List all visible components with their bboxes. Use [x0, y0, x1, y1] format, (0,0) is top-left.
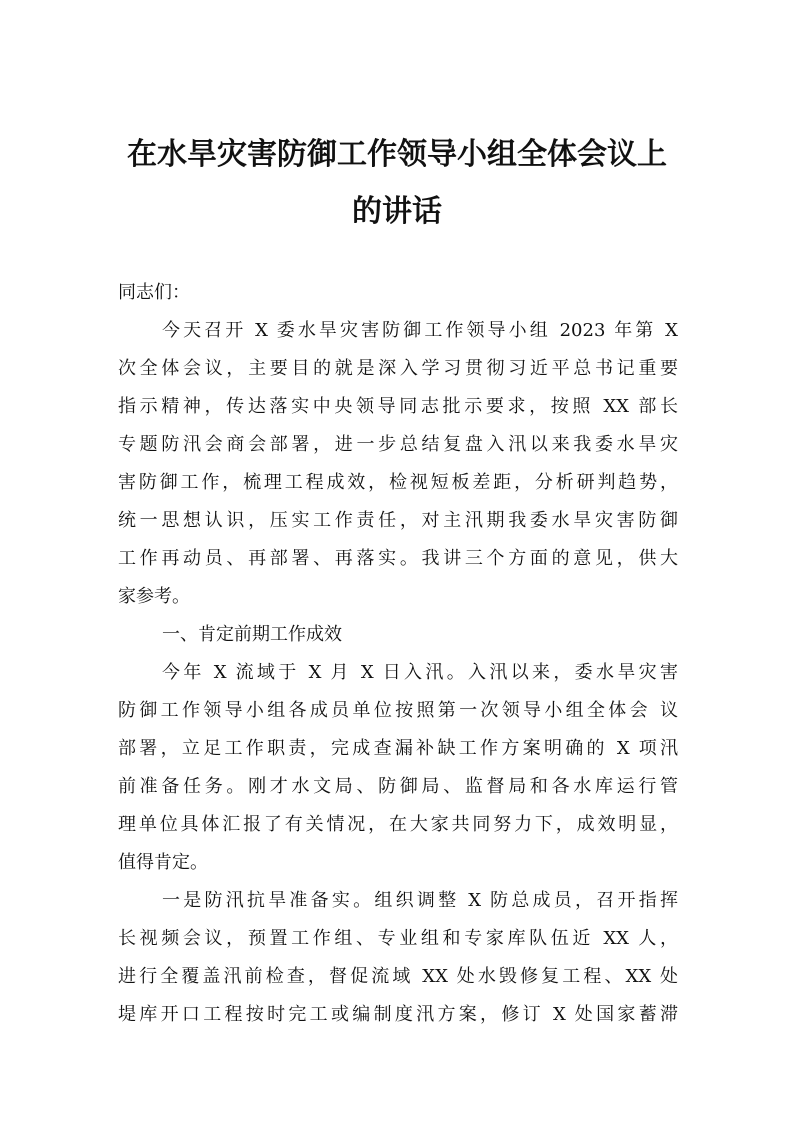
paragraph-line: 家参考。 [118, 586, 190, 607]
paragraph-line: 部署，立足工作职责，完成查漏补缺工作方案明确的 X 项汛 [118, 738, 678, 759]
paragraph-line: 害防御工作，梳理工程成效，检视短板差距，分析研判趋势， [118, 472, 678, 493]
paragraph-line: 防御工作领导小组各成员单位按照第一次领导小组全体会 议 [118, 700, 678, 721]
paragraph-line: 堤库开口工程按时完工或编制度汛方案，修订 X 处国家蓄滞 [118, 1004, 678, 1025]
paragraph-line: 进行全覆盖汛前检查，督促流域 XX 处水毁修复工程、XX 处 [118, 966, 678, 987]
paragraph-line: 工作再动员、再部署、再落实。我讲三个方面的意见，供大 [118, 548, 678, 569]
paragraph-line: 统一思想认识，压实工作责任，对主汛期我委水旱灾害防御 [118, 510, 678, 531]
paragraph-line: 值得肯定。 [118, 852, 208, 873]
paragraph-line: 今天召开 X 委水旱灾害防御工作领导小组 2023 年第 X [162, 320, 678, 341]
section-heading: 一、肯定前期工作成效 [162, 624, 342, 645]
document-title-line-2: 的讲话 [352, 194, 442, 229]
document-title-line-1: 在水旱灾害防御工作领导小组全体会议上 [127, 137, 667, 172]
paragraph-line: 理单位具体汇报了有关情况，在大家共同努力下，成效明显， [118, 814, 678, 835]
paragraph-line: 前准备任务。刚才水文局、防御局、监督局和各水库运行管 [118, 776, 678, 797]
paragraph-line: 指示精神，传达落实中央领导同志批示要求，按照 XX 部长 [118, 396, 678, 417]
salutation: 同志们： [118, 282, 190, 303]
paragraph-line: 一是防汛抗旱准备实。组织调整 X 防总成员，召开指挥 [162, 890, 678, 911]
paragraph-line: 专题防汛会商会部署，进一步总结复盘入汛以来我委水旱灾 [118, 434, 678, 455]
paragraph-line: 次全体会议，主要目的就是深入学习贯彻习近平总书记重要 [118, 358, 678, 379]
paragraph-line: 今年 X 流域于 X 月 X 日入汛。入汛以来，委水旱灾害 [162, 662, 678, 683]
paragraph-line: 长视频会议，预置工作组、专业组和专家库队伍近 XX 人， [118, 928, 678, 949]
